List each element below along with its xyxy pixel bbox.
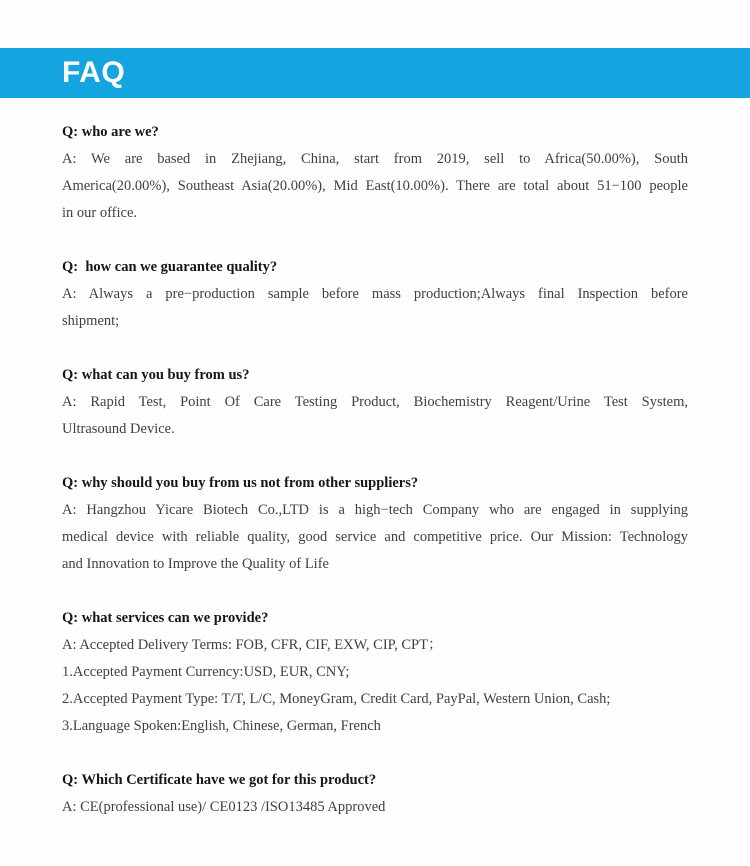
answer-line: America(20.00%), Southeast Asia(20.00%), Mid East(10.00%). There are total about 51−100 people [62,178,688,194]
answer-line: A: Rapid Test, Point Of Care Testing Product, Biochemistry Reagent/Urine Test System, [62,394,688,410]
faq-section-what-can-you-buy [62,362,688,443]
question-text: Q: what can you buy from us? [62,367,250,383]
question-text: Q: what services can we provide? [62,610,269,626]
answer-line: A: CE(professional use)/ CE0123 /ISO13485 Approved [62,799,386,815]
answer-line: Ultrasound Device. [62,421,175,437]
faq-section-services [62,605,688,740]
question-text: Q: who are we? [62,124,159,140]
answer-line: A: We are based in Zhejiang, China, start from 2019, sell to Africa(50.00%), South [62,151,688,167]
answer-line: in our office. [62,205,138,221]
question-text: Q: why should you buy from us not from other suppliers? [62,475,419,491]
question-text: Q: Which Certificate have we got for this product? [62,772,377,788]
faq-section-guarantee-quality [62,254,688,335]
faq-content [0,98,750,821]
answer-line: 2.Accepted Payment Type: T/T, L/C, MoneyGram, Credit Card, PayPal, Western Union, Cash; [62,691,611,707]
answer-line: A: Always a pre−production sample before mass production;Always final Inspection before [62,286,688,302]
answer-line: 1.Accepted Payment Currency:USD, EUR, CNY; [62,664,350,680]
answer-line: medical device with reliable quality, good service and competitive price. Our Mission: Technology [62,529,688,545]
answer-line: 3.Language Spoken:English, Chinese, German, French [62,718,381,734]
question-text: Q: how can we guarantee quality? [62,259,278,275]
answer-line: A: Hangzhou Yicare Biotech Co.,LTD is a high−tech Company who are engaged in supplying [62,502,688,518]
banner-title: FAQ [62,56,126,89]
answer-line: and Innovation to Improve the Quality of Life [62,556,329,572]
faq-section-why-buy-from-us [62,470,688,578]
faq-section-who-are-we [62,119,688,227]
faq-section-certificates [62,767,688,821]
answer-line: A: Accepted Delivery Terms: FOB, CFR, CIF, EXW, CIP, CPT； [62,637,443,653]
faq-banner [0,48,750,98]
answer-line: shipment; [62,313,120,329]
